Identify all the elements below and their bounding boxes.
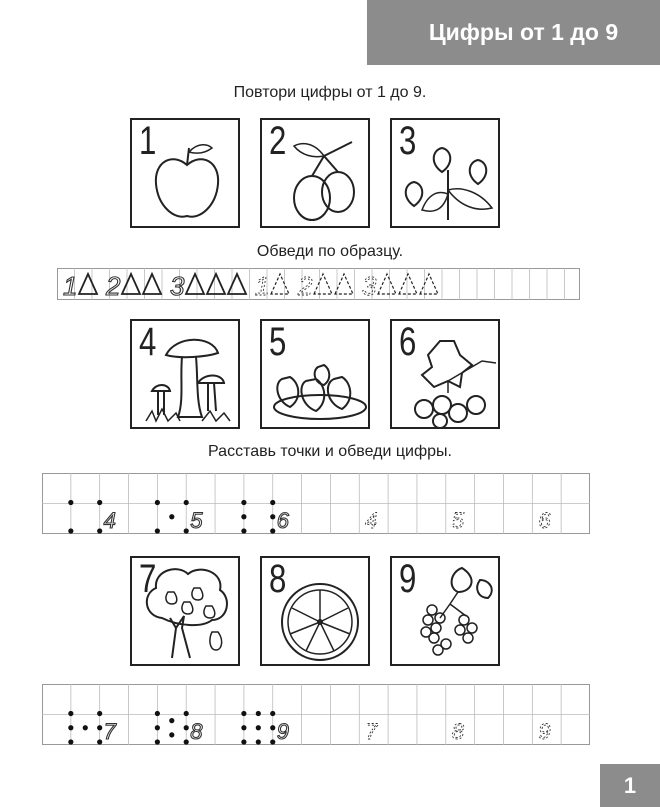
dot	[68, 725, 73, 730]
dot	[256, 725, 261, 730]
instruction-repeat: Повтори цифры от 1 до 9.	[233, 84, 427, 101]
dot	[241, 528, 246, 533]
trace-digit: 2	[106, 271, 121, 300]
triangle-shape	[207, 274, 225, 294]
dot	[270, 725, 275, 730]
card-8	[260, 556, 370, 666]
dot-row-digit: 4	[103, 508, 116, 533]
dot	[97, 725, 102, 730]
dot	[241, 725, 246, 730]
dot	[184, 711, 189, 716]
card-1	[130, 118, 240, 228]
dot	[68, 528, 73, 533]
card-5	[260, 319, 370, 429]
trace-digit: 2	[298, 271, 313, 300]
triangle-shape	[271, 274, 289, 294]
dot-row-dashed-digit: 7	[365, 719, 378, 744]
dot	[97, 739, 102, 744]
dot	[184, 528, 189, 533]
dot	[155, 528, 160, 533]
triangle-shape	[228, 274, 246, 294]
dot	[68, 711, 73, 716]
dot-row-digit: 8	[190, 719, 203, 744]
dot-row-digit: 6	[276, 508, 289, 533]
dot	[270, 514, 275, 519]
dot	[169, 732, 174, 737]
card-digit: 6	[399, 320, 417, 364]
dot	[97, 711, 102, 716]
dot-row-dashed-digit: 8	[451, 719, 465, 744]
card-digit: 3	[399, 119, 417, 163]
dot-row-dashed-digit: 9	[538, 719, 551, 744]
dot-row-dashed-digit: 6	[538, 508, 551, 533]
dot	[169, 718, 174, 723]
trace-digit: 3	[170, 271, 185, 300]
dot	[155, 711, 160, 716]
section-title: Цифры от 1 до 9	[367, 0, 660, 65]
triangle-shape	[335, 274, 353, 294]
dot	[256, 711, 261, 716]
card-4	[130, 319, 240, 429]
card-9	[390, 556, 500, 666]
triangle-shape	[143, 274, 161, 294]
dot-marks	[68, 711, 550, 745]
card-digit: 7	[139, 557, 157, 601]
dot	[68, 500, 73, 505]
instruction-trace: Обведи по образцу.	[256, 243, 404, 260]
card-2	[260, 118, 370, 228]
dot	[241, 514, 246, 519]
triangle-shape	[399, 274, 417, 294]
dot-row-dashed-digit: 5	[451, 508, 465, 533]
dot-grid	[42, 684, 590, 745]
dot	[68, 739, 73, 744]
dot-strip-7-9	[42, 684, 590, 745]
trace-marks	[63, 271, 438, 300]
card-digit: 8	[269, 557, 287, 601]
triangle-shape	[378, 274, 396, 294]
trace-digit: 1	[63, 271, 78, 300]
trace-digit: 1	[255, 271, 270, 300]
dot	[241, 711, 246, 716]
card-digit: 9	[399, 557, 417, 601]
dot	[83, 725, 88, 730]
dot	[241, 739, 246, 744]
dot	[155, 725, 160, 730]
dot	[256, 739, 261, 744]
dot	[97, 528, 102, 533]
dot	[184, 500, 189, 505]
card-7	[130, 556, 240, 666]
card-digit: 1	[139, 119, 157, 163]
dot-strip-4-6	[42, 473, 590, 534]
dot-row-dashed-digit: 4	[365, 508, 378, 533]
dot	[270, 528, 275, 533]
triangle-shape	[314, 274, 332, 294]
triangle-shape	[79, 274, 97, 294]
page-number: 1	[600, 764, 660, 807]
dot	[169, 514, 174, 519]
triangle-shape	[122, 274, 140, 294]
instruction-dots: Расставь точки и обведи цифры.	[208, 443, 452, 460]
dot-row-digit: 5	[190, 508, 203, 533]
dot-row-digit: 7	[103, 719, 116, 744]
dot	[184, 739, 189, 744]
dot-row-digit: 9	[276, 719, 289, 744]
trace-strip	[57, 268, 580, 300]
card-digit: 2	[269, 119, 287, 163]
dot	[241, 500, 246, 505]
dot	[97, 500, 102, 505]
card-digit: 4	[139, 320, 157, 364]
card-6	[390, 319, 500, 429]
dot	[270, 739, 275, 744]
dot	[270, 500, 275, 505]
dot-marks	[68, 500, 551, 534]
dot	[184, 725, 189, 730]
dot	[155, 500, 160, 505]
triangle-shape	[420, 274, 438, 294]
card-3	[390, 118, 500, 228]
dot	[270, 711, 275, 716]
dot	[155, 739, 160, 744]
dot-grid	[42, 473, 590, 534]
card-digit: 5	[269, 320, 287, 364]
triangle-shape	[186, 274, 204, 294]
trace-digit: 3	[362, 271, 377, 300]
